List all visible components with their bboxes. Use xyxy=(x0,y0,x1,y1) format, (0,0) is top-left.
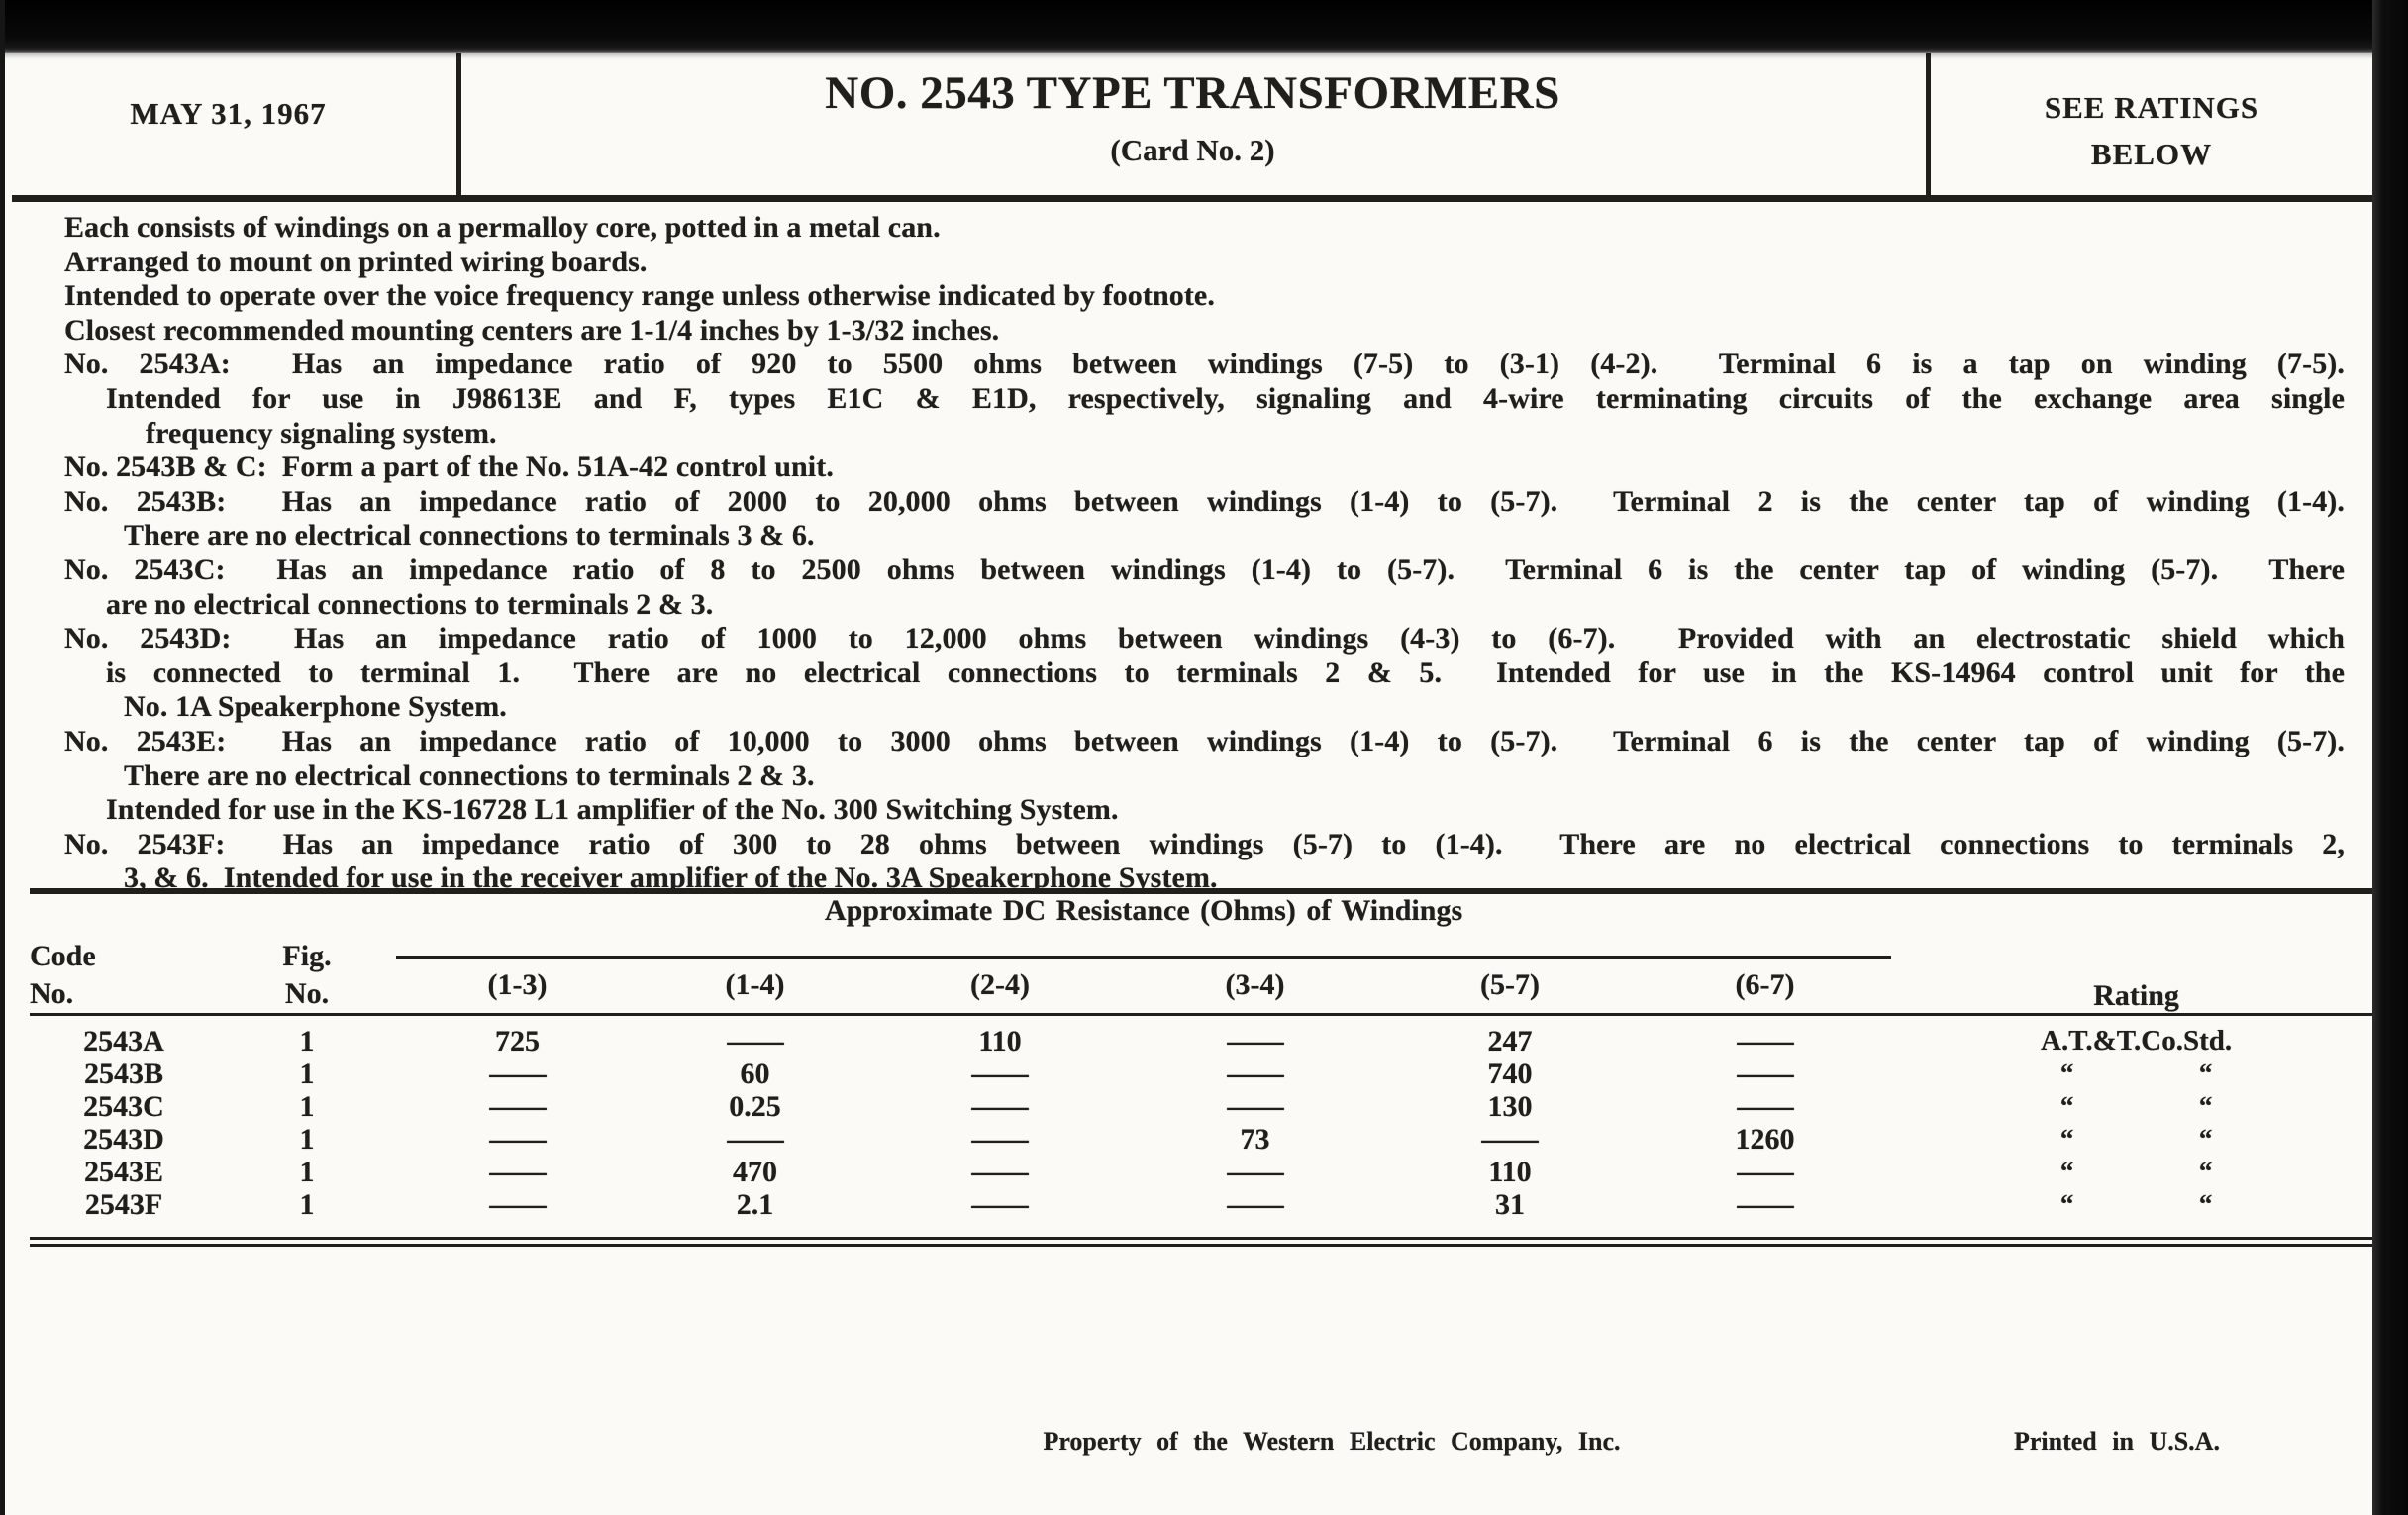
cell-fig: 1 xyxy=(299,1122,315,1156)
note-line: Closest recommended mounting centers are 1-1/4 inches by 1-3/32 inches. xyxy=(64,313,1000,347)
col-header-code xyxy=(30,891,218,1014)
cell-num: 1260 xyxy=(1735,1122,1795,1156)
cell-num: 110 xyxy=(978,1024,1022,1058)
cell-rating: A.T.&T.Co.Std. xyxy=(2041,1024,2233,1057)
col-header-winding-6-7: (6-7) xyxy=(1639,957,1891,1014)
col-header-fig-line2: No. xyxy=(284,976,330,1010)
note-line: Arranged to mount on printed wiring boards. xyxy=(64,245,648,278)
col-header-winding-3-4: (3-4) xyxy=(1129,957,1381,1014)
cell-code: 2543B xyxy=(83,1057,163,1090)
scan-black-strip-left xyxy=(0,0,5,1515)
cell-num: 740 xyxy=(1487,1057,1533,1090)
cell-num xyxy=(396,1188,639,1242)
table-row xyxy=(30,1058,2381,1090)
ditto-mark: “ xyxy=(2059,1123,2074,1154)
cell-num xyxy=(1129,1188,1381,1242)
dash-mark: — xyxy=(1227,1187,1283,1221)
dash-mark: — xyxy=(971,1089,1029,1123)
ditto-mark: “ xyxy=(2198,1090,2213,1121)
ditto-mark: “ xyxy=(2198,1188,2213,1219)
cell-rating xyxy=(1891,1123,2381,1156)
cell-fig: 1 xyxy=(299,1057,315,1090)
cell-fig: 1 xyxy=(299,1089,315,1123)
cell-num xyxy=(1639,1014,1891,1058)
col-header-code-line2: No. xyxy=(30,976,74,1010)
cell-num xyxy=(396,1058,639,1090)
col-header-fig xyxy=(218,891,396,1014)
dash-mark: — xyxy=(489,1089,546,1123)
cell-code: 2543D xyxy=(83,1122,164,1156)
note-line: Each consists of windings on a permalloy core, potted in a metal can. xyxy=(64,211,941,244)
table-row xyxy=(30,1188,2381,1242)
dash-mark: — xyxy=(1481,1122,1539,1156)
notes xyxy=(0,211,2408,896)
cell-num xyxy=(396,1123,639,1156)
cell-num: 247 xyxy=(1487,1024,1533,1058)
col-header-winding-1-3: (1-3) xyxy=(396,957,639,1014)
dash-mark: — xyxy=(489,1155,546,1188)
ditto-mark: “ xyxy=(2059,1090,2074,1121)
card-date: MAY 31, 1967 xyxy=(130,96,327,131)
note-line: are no electrical connections to terminals 2 & 3. xyxy=(106,587,714,621)
dash-mark: — xyxy=(971,1155,1029,1188)
cell-num xyxy=(871,1058,1129,1090)
note-line: No. 2543E: Has an impedance ratio of 10,000 to 3000 ohms between windings (1-4) to (5-7). Terminal 6 is the center tap of winding (5-7). xyxy=(64,724,2345,758)
dash-mark: — xyxy=(727,1024,783,1058)
dash-mark: — xyxy=(1737,1089,1794,1123)
col-header-dc-resistance: Approximate DC Resistance (Ohms) of Windings xyxy=(396,891,1891,957)
ditto-mark: “ xyxy=(2198,1123,2213,1154)
table-row xyxy=(30,1156,2381,1188)
table-row xyxy=(30,1123,2381,1156)
col-header-rating: Rating xyxy=(1891,891,2381,1014)
ratings-note-line1: SEE RATINGS xyxy=(2044,90,2259,125)
footer-printed-note: Printed in U.S.A. xyxy=(2014,1427,2220,1456)
header-rule xyxy=(12,195,2382,202)
ditto-mark: “ xyxy=(2059,1156,2074,1186)
resistance-table-head xyxy=(30,891,2381,1014)
table-row xyxy=(30,1014,2381,1058)
resistance-table xyxy=(30,888,2381,1247)
dash-mark: — xyxy=(1737,1057,1794,1090)
cell-num xyxy=(396,1156,639,1188)
cell-rating xyxy=(1891,1090,2381,1123)
cell-num: 2.1 xyxy=(736,1187,774,1221)
note-line: is connected to terminal 1. There are no electrical connections to terminals 2 & 5. Intended for use in the KS-14964 control unit for the xyxy=(106,656,2345,689)
cell-fig: 1 xyxy=(299,1155,315,1188)
dash-mark: — xyxy=(1737,1187,1794,1221)
dash-mark: — xyxy=(489,1122,546,1156)
dash-mark: — xyxy=(1227,1057,1283,1090)
note-line: No. 2543B: Has an impedance ratio of 2000 to 20,000 ohms between windings (1-4) to (5-7). Terminal 2 is the center tap of winding (1-4). xyxy=(64,484,2345,518)
note-line: No. 2543D: Has an impedance ratio of 1000 to 12,000 ohms between windings (4-3) to (6-7). Provided with an electrostatic shield which xyxy=(64,622,2345,656)
cell-rating xyxy=(1891,1058,2381,1090)
col-header-winding-5-7: (5-7) xyxy=(1381,957,1639,1014)
col-header-code-line1: Code xyxy=(30,939,96,972)
dash-mark: — xyxy=(971,1057,1029,1090)
cell-num xyxy=(871,1090,1129,1123)
cell-num xyxy=(1381,1123,1639,1156)
note-line: frequency signaling system. xyxy=(146,416,497,450)
dash-mark: — xyxy=(489,1187,546,1221)
cell-num: 60 xyxy=(740,1057,770,1090)
note-line: No. 2543B & C: Form a part of the No. 51A-42 control unit. xyxy=(64,451,834,484)
col-header-winding-1-4: (1-4) xyxy=(639,957,871,1014)
cell-num: 0.25 xyxy=(729,1089,781,1123)
header-divider-left xyxy=(456,53,461,199)
dash-mark: — xyxy=(1227,1089,1283,1123)
cell-num: 725 xyxy=(495,1024,540,1058)
dash-mark: — xyxy=(971,1122,1029,1156)
card-subtitle: (Card No. 2) xyxy=(1110,133,1275,167)
ditto-mark: “ xyxy=(2059,1188,2074,1219)
dash-mark: — xyxy=(1227,1155,1283,1188)
cell-num xyxy=(1639,1156,1891,1188)
note-line: No. 1A Speakerphone System. xyxy=(124,690,507,724)
col-header-fig-line1: Fig. xyxy=(282,939,332,972)
cell-num: 470 xyxy=(733,1155,777,1188)
cell-code: 2543F xyxy=(84,1187,163,1221)
cell-num xyxy=(639,1123,871,1156)
note-line: No. 2543F: Has an impedance ratio of 300 to 28 ohms between windings (5-7) to (1-4). There are no electrical connections to terminals 2, xyxy=(64,827,2345,860)
page-title: NO. 2543 TYPE TRANSFORMERS xyxy=(825,67,1560,119)
cell-num xyxy=(1129,1058,1381,1090)
table-row xyxy=(30,1090,2381,1123)
cell-rating xyxy=(1891,1156,2381,1188)
cell-code: 2543A xyxy=(83,1024,164,1058)
scan-black-strip-right xyxy=(2372,0,2408,1515)
ditto-mark: “ xyxy=(2198,1058,2213,1088)
cell-fig: 1 xyxy=(299,1187,315,1221)
cell-num xyxy=(1129,1090,1381,1123)
cell-num xyxy=(1639,1058,1891,1090)
cell-num xyxy=(639,1014,871,1058)
dash-mark: — xyxy=(489,1057,546,1090)
cell-num: 130 xyxy=(1487,1089,1533,1123)
note-line: Intended for use in the KS-16728 L1 amplifier of the No. 300 Switching System. xyxy=(106,793,1119,827)
cell-num xyxy=(871,1156,1129,1188)
cell-num: 73 xyxy=(1240,1122,1270,1156)
cell-code: 2543E xyxy=(83,1155,163,1188)
note-line: No. 2543A: Has an impedance ratio of 920 to 5500 ohms between windings (7-5) to (3-1) (4-2). Terminal 6 is a tap on winding (7-5). xyxy=(64,348,2345,381)
note-line: Intended for use in J98613E and F, types E1C & E1D, respectively, signaling and 4-wire terminating circuits of the exchange area single xyxy=(106,381,2345,415)
dash-mark: — xyxy=(971,1187,1029,1221)
col-header-winding-2-4: (2-4) xyxy=(871,957,1129,1014)
note-line: 3, & 6. Intended for use in the receiver amplifier of the No. 3A Speakerphone System. xyxy=(124,861,1218,895)
cell-code: 2543C xyxy=(83,1089,164,1123)
cell-num: 110 xyxy=(1488,1155,1532,1188)
dash-mark: — xyxy=(1737,1155,1794,1188)
cell-num xyxy=(871,1123,1129,1156)
dash-mark: — xyxy=(1227,1024,1283,1058)
note-line: There are no electrical connections to terminals 2 & 3. xyxy=(124,758,815,792)
note-line: Intended to operate over the voice frequency range unless otherwise indicated by footnote. xyxy=(64,279,1215,313)
dash-mark: — xyxy=(1737,1024,1794,1058)
cell-num: 31 xyxy=(1495,1187,1525,1221)
cell-num xyxy=(1639,1090,1891,1123)
note-line: There are no electrical connections to terminals 3 & 6. xyxy=(124,519,815,553)
scan-black-bar-top xyxy=(0,0,2408,53)
note-line: No. 2543C: Has an impedance ratio of 8 to 2500 ohms between windings (1-4) to (5-7). Terminal 6 is the center tap of winding (5-7). There xyxy=(64,553,2345,586)
ratings-note-line2: BELOW xyxy=(2090,137,2213,171)
footer-property-note: Property of the Western Electric Company, Inc. xyxy=(1043,1427,1621,1456)
cell-num xyxy=(871,1188,1129,1242)
ratings-note xyxy=(1931,84,2372,177)
cell-num xyxy=(396,1090,639,1123)
header-divider-right xyxy=(1926,53,1931,199)
cell-num xyxy=(1129,1156,1381,1188)
cell-num xyxy=(1639,1188,1891,1242)
cell-num xyxy=(1129,1014,1381,1058)
ditto-mark: “ xyxy=(2059,1058,2074,1088)
ditto-mark: “ xyxy=(2198,1156,2213,1186)
cell-rating xyxy=(1891,1188,2381,1242)
cell-fig: 1 xyxy=(299,1024,315,1058)
dash-mark: — xyxy=(727,1122,783,1156)
resistance-table-body xyxy=(30,1014,2381,1242)
